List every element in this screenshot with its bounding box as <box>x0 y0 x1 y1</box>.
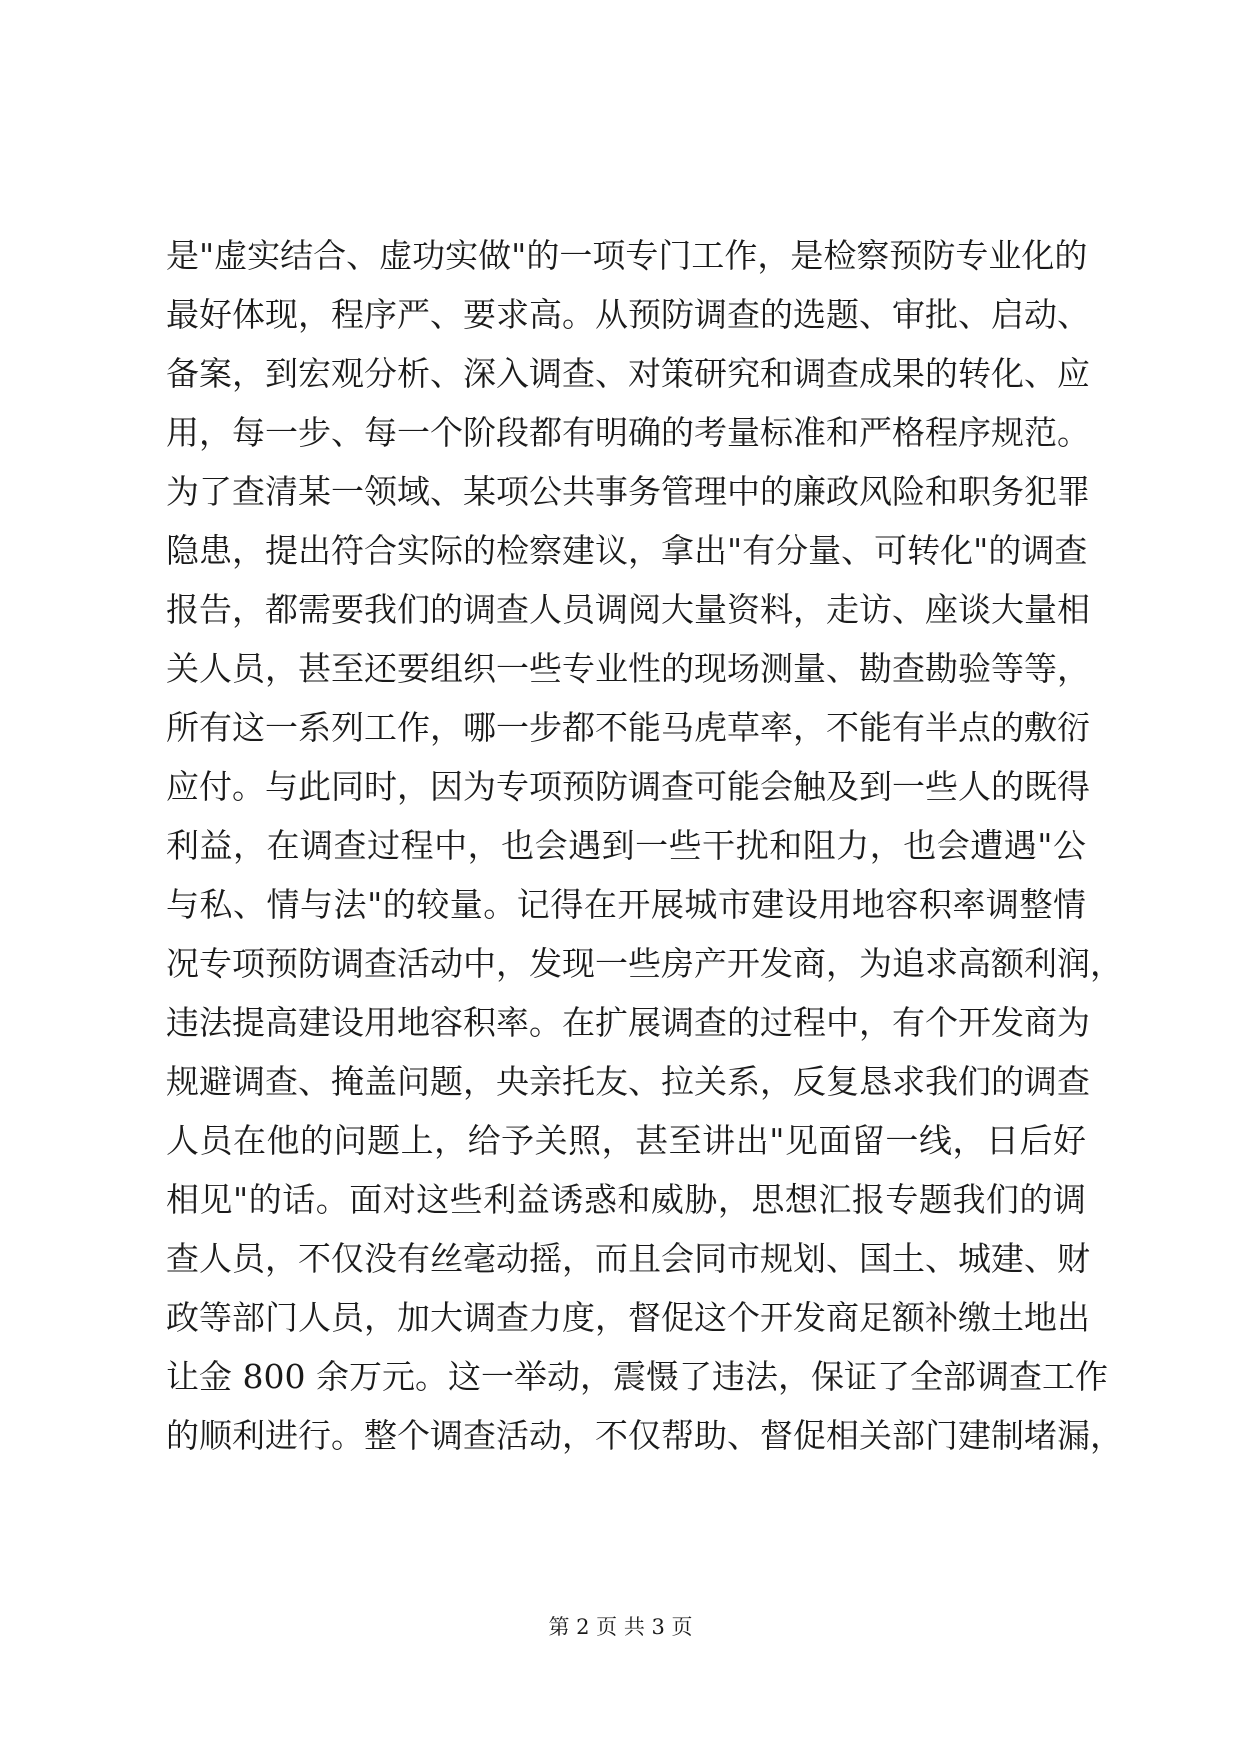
text-line: 况专项预防调查活动中，发现一些房产开发商，为追求高额利润， <box>166 944 1123 983</box>
text-line: 违法提高建设用地容积率。在扩展调查的过程中，有个开发商为 <box>166 1003 1090 1042</box>
text-line: 人员在他的问题上，给予关照，甚至讲出"见面留一线，日后好 <box>166 1121 1086 1160</box>
text-line: 应付。与此同时，因为专项预防调查可能会触及到一些人的既得 <box>166 767 1090 806</box>
body-text <box>166 226 1123 1465</box>
text-line: 关人员，甚至还要组织一些专业性的现场测量、勘查勘验等等， <box>166 649 1090 688</box>
text-line: 隐患，提出符合实际的检察建议，拿出"有分量、可转化"的调查 <box>166 531 1088 570</box>
text-line: 利益，在调查过程中，也会遇到一些干扰和阻力，也会遭遇"公 <box>166 826 1086 865</box>
text-line: 备案，到宏观分析、深入调查、对策研究和调查成果的转化、应 <box>166 354 1090 393</box>
text-line: 相见"的话。面对这些利益诱惑和威胁，思想汇报专题我们的调 <box>166 1180 1086 1219</box>
text-line: 查人员，不仅没有丝毫动摇，而且会同市规划、国土、城建、财 <box>166 1239 1090 1278</box>
text-line: 报告，都需要我们的调查人员调阅大量资料，走访、座谈大量相 <box>166 590 1090 629</box>
text-line: 用，每一步、每一个阶段都有明确的考量标准和严格程序规范。 <box>166 413 1090 452</box>
text-line: 最好体现，程序严、要求高。从预防调查的选题、审批、启动、 <box>166 295 1090 334</box>
text-line: 政等部门人员，加大调查力度，督促这个开发商足额补缴土地出 <box>166 1298 1090 1337</box>
page-number-footer: 第 2 页 共 3 页 <box>548 1615 693 1639</box>
text-line: 与私、情与法"的较量。记得在开展城市建设用地容积率调整情 <box>166 885 1086 924</box>
text-line: 是"虚实结合、虚功实做"的一项专门工作，是检察预防专业化的 <box>166 236 1088 275</box>
text-line: 的顺利进行。整个调查活动，不仅帮助、督促相关部门建制堵漏， <box>166 1416 1123 1455</box>
text-line: 让金 800 余万元。这一举动，震慑了违法，保证了全部调查工作 <box>166 1357 1108 1396</box>
text-line: 所有这一系列工作，哪一步都不能马虎草率，不能有半点的敷衍 <box>166 708 1090 747</box>
text-line: 为了查清某一领域、某项公共事务管理中的廉政风险和职务犯罪 <box>166 472 1090 511</box>
text-line: 规避调查、掩盖问题，央亲托友、拉关系，反复恳求我们的调查 <box>166 1062 1090 1101</box>
